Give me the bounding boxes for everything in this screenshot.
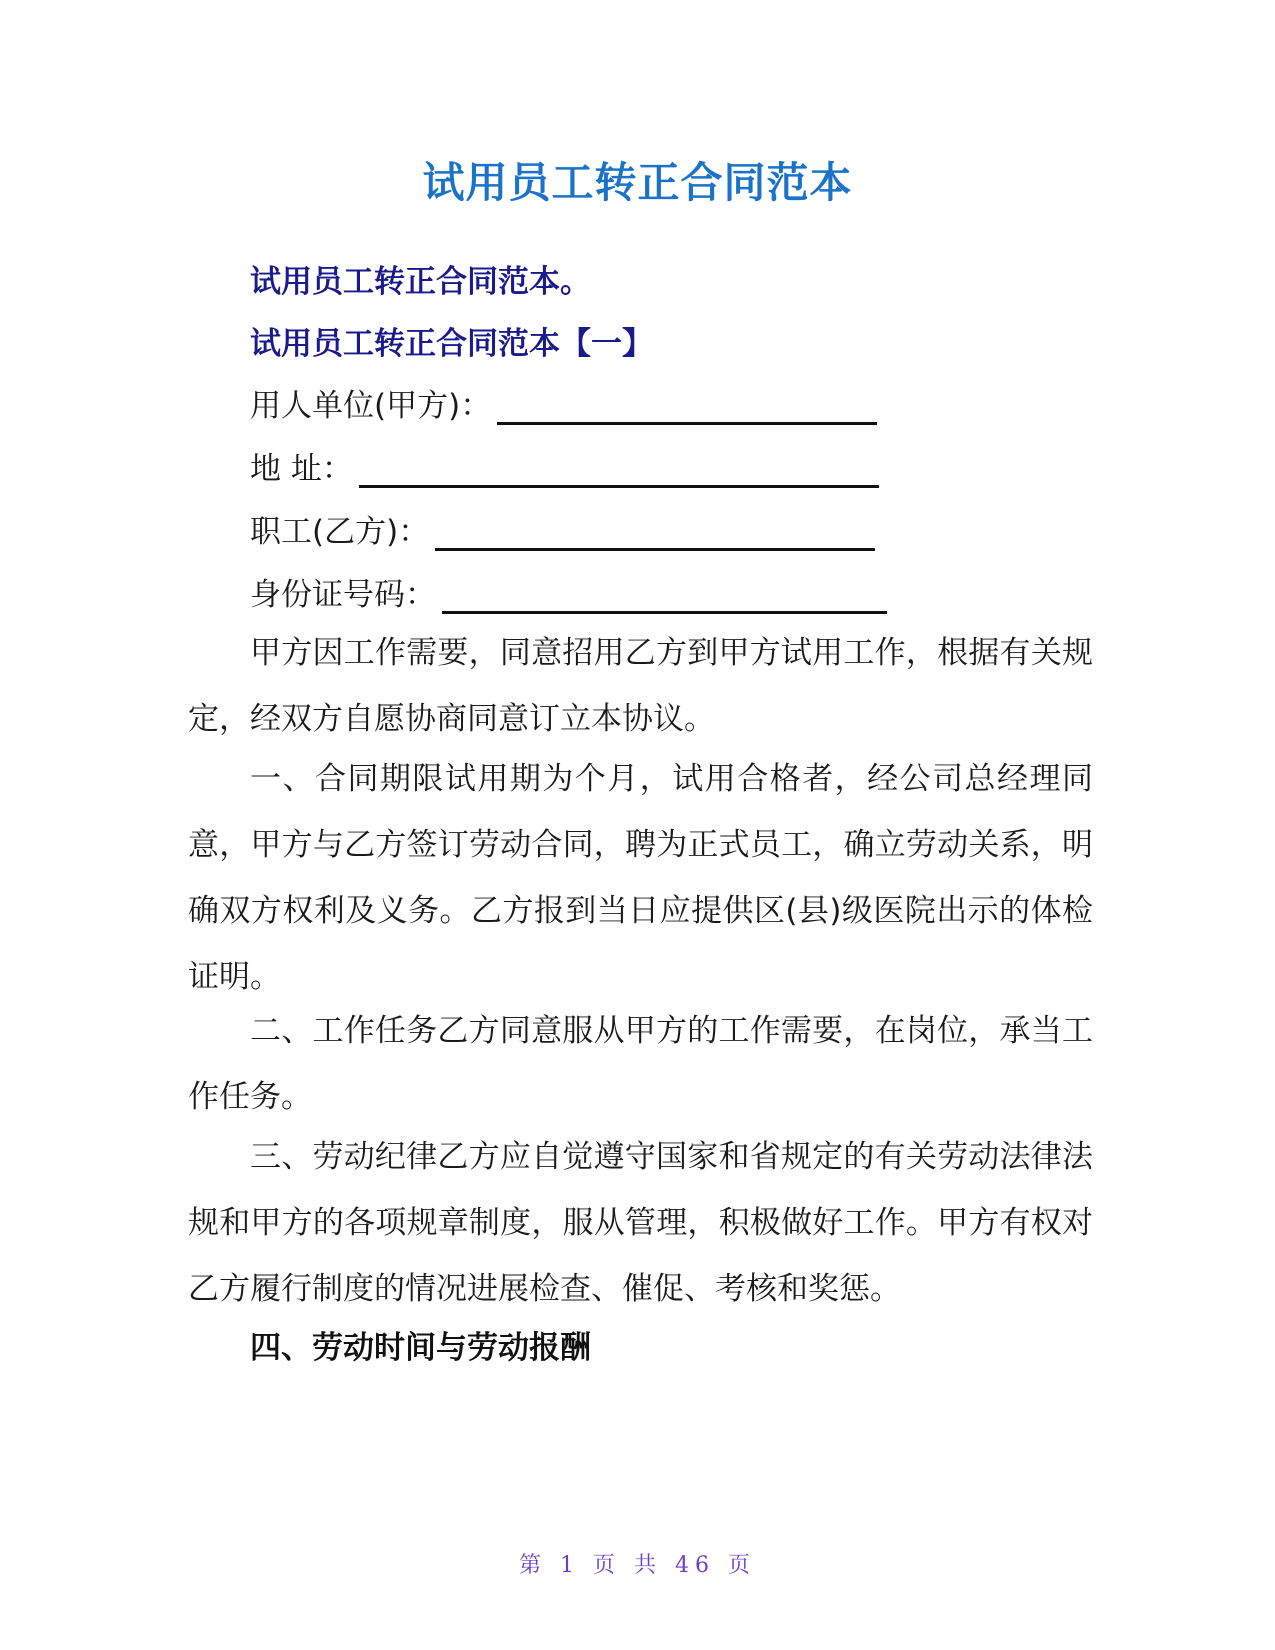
intro-paragraph: 甲方因工作需要，同意招用乙方到甲方试用工作，根据有关规定，经双方自愿协商同意订立本协议。 xyxy=(188,635,1093,737)
address-blank-line xyxy=(359,455,879,488)
subheading-part-one: 试用员工转正合同范本【一】 xyxy=(250,326,653,362)
employee-label: 职工(乙方)： xyxy=(250,514,430,550)
clause-three-paragraph: 三、劳动纪律乙方应自觉遵守国家和省规定的有关劳动法律法规和甲方的各项规章制度，服从管理，积极做好工作。甲方有权对乙方履行制度的情况进展检查、催促、考核和奖惩。 xyxy=(188,1139,1093,1307)
section-four-heading: 四、劳动时间与劳动报酬 xyxy=(250,1330,591,1366)
id-number-field xyxy=(250,569,887,614)
employee-blank-line xyxy=(435,518,875,551)
address-field xyxy=(250,443,879,488)
clause-two-paragraph: 二、工作任务乙方同意服从甲方的工作需要，在岗位，承当工作任务。 xyxy=(188,1013,1093,1115)
clause-one-paragraph: 一、合同期限试用期为个月，试用合格者，经公司总经理同意，甲方与乙方签订劳动合同，聘为正式员工，确立劳动关系，明确双方权利及义务。乙方报到当日应提供区(县)级医院出示的体检证明。 xyxy=(188,761,1093,995)
page-number-footer: 第 1 页 共 46 页 xyxy=(519,1553,756,1578)
employee-field xyxy=(250,506,875,551)
id-number-label: 身份证号码： xyxy=(250,577,436,613)
subheading-main: 试用员工转正合同范本。 xyxy=(250,264,591,300)
employer-label: 用人单位(甲方)： xyxy=(250,388,492,424)
employer-field xyxy=(250,380,877,425)
employer-blank-line xyxy=(497,392,877,425)
address-label: 地 址： xyxy=(250,451,353,487)
id-number-blank-line xyxy=(442,581,887,614)
document-title: 试用员工转正合同范本 xyxy=(422,158,853,207)
